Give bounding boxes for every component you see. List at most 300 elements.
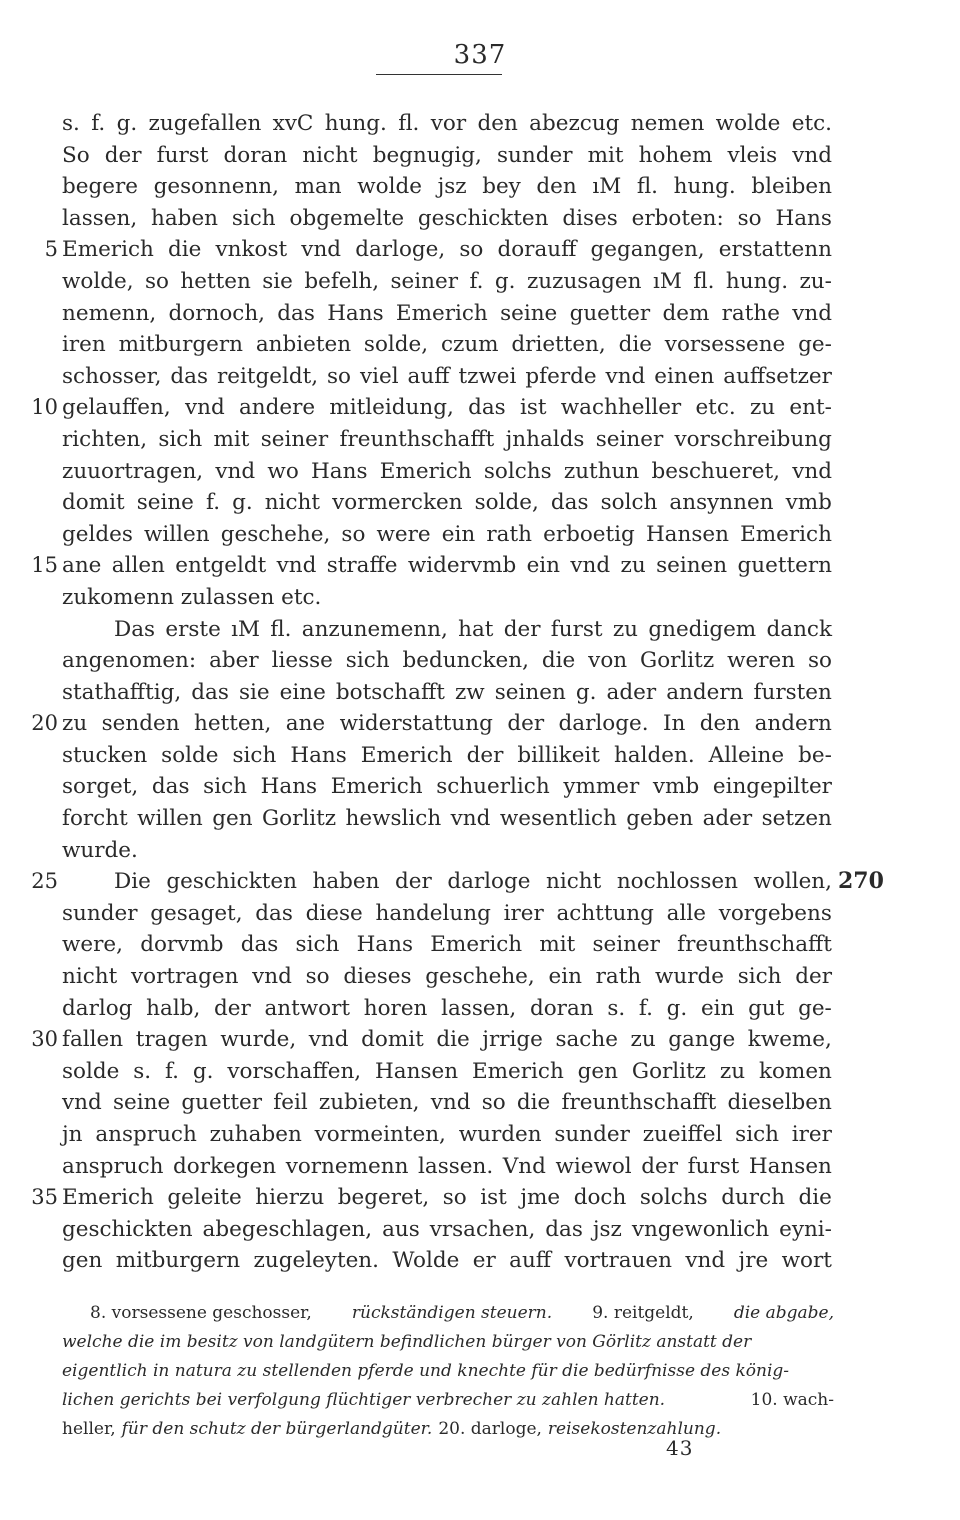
word: vnd	[685, 1248, 726, 1274]
word: drietten,	[511, 332, 606, 358]
word: beschueret,	[651, 458, 780, 484]
word: vnd	[215, 458, 256, 484]
line-number: 15	[31, 553, 58, 578]
word: wollen,	[753, 869, 832, 895]
text-line	[62, 1056, 832, 1088]
word: wurden	[458, 1122, 542, 1147]
word: solchs	[483, 458, 552, 484]
word: allen	[111, 553, 165, 579]
word: nemenn,	[62, 300, 157, 326]
word: sie	[238, 679, 270, 705]
footnote-gloss: reisekostenzahlung.	[547, 1419, 722, 1439]
footnote-line	[62, 1386, 834, 1415]
word: wolde	[715, 111, 781, 136]
word: guettern	[737, 553, 832, 579]
word: auff	[509, 1248, 552, 1274]
text-line	[62, 108, 832, 140]
word: danck	[766, 616, 832, 642]
word: nochlossen	[616, 869, 738, 895]
word: g.	[192, 1058, 214, 1084]
word: kweme,	[747, 1027, 832, 1053]
word: gen	[577, 1058, 619, 1084]
text-line	[62, 329, 832, 361]
word: seinen	[656, 553, 728, 579]
word: straffe	[326, 553, 398, 579]
word: zu	[719, 1058, 746, 1084]
word: gesaget,	[150, 900, 243, 926]
text-line	[62, 456, 832, 488]
word: diese	[305, 900, 363, 926]
word: ansynnen	[669, 490, 774, 516]
text-line	[62, 582, 832, 614]
word: ge-	[798, 332, 832, 358]
word: sache	[555, 1027, 618, 1053]
word: hat	[458, 616, 494, 642]
word: richten,	[62, 426, 148, 452]
word: freunthschafft	[561, 1090, 717, 1116]
word: der	[395, 869, 432, 895]
word: In	[663, 711, 686, 737]
word: zugefallen	[148, 111, 262, 136]
text-line	[62, 1245, 832, 1277]
text-line	[62, 645, 832, 677]
word: Hans	[311, 458, 368, 484]
word: ein	[700, 995, 735, 1021]
word: dieselben	[727, 1090, 832, 1116]
word: das	[277, 300, 315, 326]
word: dem	[662, 300, 710, 326]
word: das	[170, 363, 208, 389]
word: geschehe,	[425, 964, 535, 990]
word: hetten	[180, 268, 251, 294]
word: seiner	[390, 268, 458, 294]
word: anspruch	[62, 1153, 164, 1179]
word: wesentlich	[499, 806, 617, 832]
word: das	[550, 490, 589, 516]
footnote-gloss: lichen gerichts bei verfolgung flüchtiger verbrecher zu zahlen hatten.	[62, 1390, 666, 1410]
word: be-	[798, 742, 832, 768]
word: vrsachen,	[429, 1216, 536, 1242]
word: mitburgern	[118, 332, 243, 358]
word: vorsessene	[664, 332, 786, 358]
word: vnd	[792, 142, 832, 168]
word: erste	[165, 616, 221, 642]
word: Hans	[775, 205, 832, 231]
word: fl.	[398, 111, 420, 136]
word: nemen	[630, 111, 705, 136]
word: so	[737, 205, 762, 231]
word: sich	[737, 964, 782, 990]
word: zu	[62, 711, 88, 737]
word: obgemelte	[289, 205, 405, 231]
main-text	[31, 108, 884, 1277]
word: geschickten	[417, 205, 549, 231]
word: sich	[203, 774, 247, 800]
word: der	[641, 1153, 678, 1179]
word: vorschreibung	[674, 426, 832, 452]
word: sich	[231, 205, 276, 231]
word: solde	[161, 742, 219, 768]
text-line	[62, 993, 832, 1025]
word: Hans	[327, 300, 384, 326]
word: jsz	[437, 174, 467, 200]
text-line	[31, 550, 832, 582]
word: Hans	[290, 742, 347, 768]
word: andern	[666, 679, 744, 705]
word: abegeschlagen,	[202, 1216, 373, 1242]
word: Wolde	[392, 1248, 460, 1274]
word: Vnd	[502, 1153, 546, 1179]
word: Emerich	[62, 1185, 154, 1211]
footnote-line	[62, 1299, 834, 1328]
word: vornemenn	[285, 1153, 409, 1179]
word: Emerich	[360, 742, 453, 768]
word: wolde	[357, 174, 422, 200]
word: zuzusagen	[526, 268, 642, 294]
word: lassen.	[418, 1153, 494, 1179]
word: gange	[668, 1027, 736, 1053]
word: sunder	[62, 900, 138, 926]
text-line	[31, 1182, 832, 1214]
word: hetten,	[194, 711, 272, 737]
word: ader	[702, 806, 753, 832]
word: so	[807, 648, 832, 674]
word: vnd	[308, 1027, 349, 1053]
word: gesonnenn,	[153, 174, 279, 200]
word: furst	[550, 616, 603, 642]
word: s.	[62, 111, 80, 136]
word: begnugig,	[372, 142, 482, 168]
word: etc.	[791, 111, 832, 136]
word: jnhalds	[505, 426, 585, 452]
word: auffsetzer	[723, 363, 832, 389]
word: vormercken	[332, 490, 463, 516]
word: ent-	[789, 395, 832, 421]
word: der	[507, 711, 545, 737]
word: sunder	[496, 142, 573, 168]
word: gnedigem	[648, 616, 757, 642]
text-line	[62, 424, 832, 456]
word: zugeleyten.	[253, 1248, 379, 1274]
word: die	[168, 237, 202, 263]
word: einen	[654, 363, 715, 389]
header-rule	[376, 74, 502, 75]
text-line	[62, 835, 832, 867]
word: so	[459, 237, 484, 263]
word: schuerlich	[436, 774, 550, 800]
word: seine	[500, 300, 558, 326]
word: Alleine	[708, 742, 785, 768]
word: vor	[430, 111, 467, 136]
text-line	[62, 487, 832, 519]
word: dieses	[343, 964, 412, 990]
word: so	[305, 964, 330, 990]
word: man	[294, 174, 342, 200]
word: seiner	[592, 932, 660, 958]
word: sie	[262, 268, 293, 294]
word: czum	[440, 332, 499, 358]
text-line	[62, 361, 832, 393]
word: ist	[519, 395, 547, 421]
text-line	[62, 961, 832, 993]
word: Gorlitz	[640, 648, 715, 674]
footnote-gloss: eigentlich in natura zu stellenden pferde und knechte für die bedürfnisse des könig-	[62, 1361, 790, 1381]
word: freunthschafft	[677, 932, 832, 958]
word: zubieten,	[318, 1090, 420, 1116]
footnote-line	[62, 1357, 834, 1386]
word: g.	[232, 490, 253, 516]
text-line	[44, 234, 832, 266]
word: Hansen	[645, 521, 729, 547]
word: Gorlitz	[261, 806, 337, 832]
word: seine	[112, 1090, 171, 1116]
word: doran	[223, 142, 288, 168]
word: eine	[279, 679, 326, 705]
word: jsz	[592, 1216, 622, 1242]
word: der	[466, 742, 504, 768]
word: begeret,	[337, 1185, 430, 1211]
word: wurde	[654, 964, 724, 990]
word: hierzu	[255, 1185, 325, 1211]
word: das	[240, 932, 279, 958]
word: wurde,	[220, 1027, 297, 1053]
word: Gorlitz	[631, 1058, 707, 1084]
word: irer	[791, 1122, 832, 1147]
word: die	[516, 1090, 551, 1116]
footnote-gloss: welche die im besitz von landgütern befindlichen bürger von Görlitz anstatt der	[62, 1332, 752, 1352]
word: wo	[267, 458, 299, 484]
word: senden	[101, 711, 180, 737]
word: solchs	[639, 1185, 708, 1211]
word: freunthschafft	[339, 426, 495, 452]
word: sich	[295, 932, 340, 958]
word: xvC	[272, 111, 314, 136]
word: das	[151, 774, 190, 800]
word: widerstattung	[339, 711, 493, 737]
word: doch	[573, 1185, 627, 1211]
footnote-gloss: die abgabe,	[733, 1303, 834, 1323]
word: vorgebens	[718, 900, 832, 926]
word: beduncken,	[402, 648, 529, 674]
word: zw	[454, 679, 485, 705]
word: sich	[735, 1122, 779, 1147]
word: antwort	[264, 995, 351, 1021]
word: s.	[607, 995, 626, 1021]
word: bleiben	[751, 174, 832, 200]
word: vormeinten,	[314, 1122, 446, 1147]
word: feil	[273, 1090, 308, 1116]
word: Hansen	[375, 1058, 459, 1084]
text-line	[31, 866, 884, 898]
word: erstattenn	[718, 237, 832, 263]
word: sunder	[554, 1122, 630, 1147]
text-line	[62, 771, 832, 803]
word: Emerich	[62, 237, 154, 263]
word: den	[536, 174, 577, 200]
word: Emerich	[471, 1058, 564, 1084]
word: rath	[595, 964, 642, 990]
word: gen	[212, 806, 253, 832]
word: vnd	[62, 1090, 102, 1116]
word: andere	[238, 395, 316, 421]
word: seine	[136, 490, 194, 516]
word: furst	[156, 142, 209, 168]
word: begere	[62, 174, 138, 200]
word: stucken	[62, 742, 148, 768]
word: wort	[781, 1248, 832, 1274]
text-line	[31, 392, 832, 424]
word: eyni-	[779, 1216, 832, 1242]
word: tragen	[135, 1027, 208, 1053]
text-line	[31, 708, 832, 740]
word: darloge,	[355, 237, 446, 263]
word: vnd	[301, 237, 342, 263]
line-number: 10	[31, 395, 58, 420]
word: das	[191, 679, 229, 705]
word: der	[503, 616, 541, 642]
word: gen	[62, 1248, 103, 1274]
word: Die	[114, 869, 151, 895]
word: Emerich	[395, 300, 488, 326]
word: furst	[687, 1153, 740, 1179]
word: Emerich	[740, 521, 832, 547]
word: guetter	[569, 300, 651, 326]
word: gut	[748, 995, 785, 1021]
word: das	[468, 395, 506, 421]
word: zuthun	[563, 458, 640, 484]
word: geleite	[167, 1185, 242, 1211]
word: ein	[548, 964, 582, 990]
word: wiewol	[555, 1153, 632, 1179]
word: anspruch	[95, 1122, 197, 1147]
word: ader	[606, 679, 657, 705]
word: Hans	[260, 774, 318, 800]
word: zu	[630, 1027, 656, 1053]
word: entgeldt	[175, 553, 267, 579]
word: mit	[587, 142, 624, 168]
word: geldes	[62, 521, 133, 547]
word: nicht	[302, 142, 358, 168]
word: gegangen,	[590, 237, 705, 263]
word: domit	[361, 1027, 424, 1053]
word: zu	[620, 553, 646, 579]
word: were,	[62, 932, 123, 958]
word: dorauff	[497, 237, 577, 263]
word: eingepilter	[712, 774, 832, 800]
word: fursten	[753, 679, 832, 705]
word: abezcug	[529, 111, 620, 136]
word: halb,	[146, 995, 201, 1021]
line-number: 5	[44, 237, 58, 262]
text-line	[31, 1024, 832, 1056]
word: sorget,	[62, 774, 139, 800]
word: dorvmb	[140, 932, 224, 958]
footnote-gloss: rückständigen steuern.	[351, 1303, 553, 1323]
word: fl.	[636, 174, 659, 200]
word: den	[477, 111, 518, 136]
word: schosser,	[62, 363, 162, 389]
text-line	[62, 740, 832, 772]
word: gelauffen,	[62, 395, 171, 421]
word: nicht	[546, 869, 602, 895]
word: vnd	[184, 395, 225, 421]
word: solde,	[474, 490, 539, 516]
footnote-lemma: 9. reitgeldt,	[592, 1303, 694, 1323]
word: jrrige	[482, 1027, 543, 1053]
word: vnd	[570, 553, 611, 579]
margin-page-reference: 270	[838, 868, 884, 895]
word: solch	[600, 490, 658, 516]
word: hung.	[324, 111, 387, 136]
word: vnd	[276, 553, 317, 579]
word: ist	[480, 1185, 507, 1211]
word: irer	[503, 900, 544, 926]
word: vnd	[430, 1090, 471, 1116]
word: er	[472, 1248, 496, 1274]
word: wachheller	[560, 395, 682, 421]
word: seinen	[494, 679, 566, 705]
text-line	[62, 171, 832, 203]
word: hohem	[638, 142, 713, 168]
word: mit	[213, 426, 250, 452]
word: forcht	[62, 806, 128, 832]
word: bey	[482, 174, 521, 200]
word: achttung	[556, 900, 654, 926]
text-line	[62, 140, 832, 172]
text-line	[62, 929, 832, 961]
word: so	[341, 521, 366, 547]
sheet-signature: 43	[666, 1436, 694, 1460]
word: so	[442, 1185, 467, 1211]
word: geschehe,	[220, 521, 331, 547]
word: von	[588, 648, 628, 674]
word: vnd	[605, 363, 646, 389]
word: fallen	[62, 1027, 124, 1053]
word: ıM	[652, 268, 682, 294]
word: g.	[494, 268, 516, 294]
word: zu	[612, 616, 639, 642]
word: ein	[526, 553, 561, 579]
word: auff	[407, 363, 450, 389]
word: ane	[62, 553, 102, 579]
line-text: zukomenn zulassen etc.	[62, 584, 322, 610]
word: alle	[666, 900, 706, 926]
word: vortrauen	[564, 1248, 672, 1274]
word: Das	[114, 616, 156, 642]
word: Hans	[356, 932, 414, 958]
word: nicht	[264, 490, 321, 516]
word: g.	[575, 679, 597, 705]
word: geschickten	[62, 1216, 193, 1242]
word: guetter	[181, 1090, 263, 1116]
word: solde,	[363, 332, 429, 358]
word: vortragen	[130, 964, 239, 990]
word: vorschaffen,	[227, 1058, 362, 1084]
word: vnkost	[215, 237, 288, 263]
word: horen	[363, 995, 428, 1021]
word: f.	[638, 995, 653, 1021]
word: widervmb	[407, 553, 517, 579]
word: sich	[345, 648, 390, 674]
word: darloge	[447, 869, 531, 895]
word: darloge.	[558, 711, 649, 737]
word: geschickten	[166, 869, 297, 895]
word: lassen,	[441, 995, 517, 1021]
word: pferde	[525, 363, 597, 389]
word: angenomen:	[62, 648, 197, 674]
line-number: 25	[31, 869, 58, 894]
word: seiner	[595, 426, 664, 452]
